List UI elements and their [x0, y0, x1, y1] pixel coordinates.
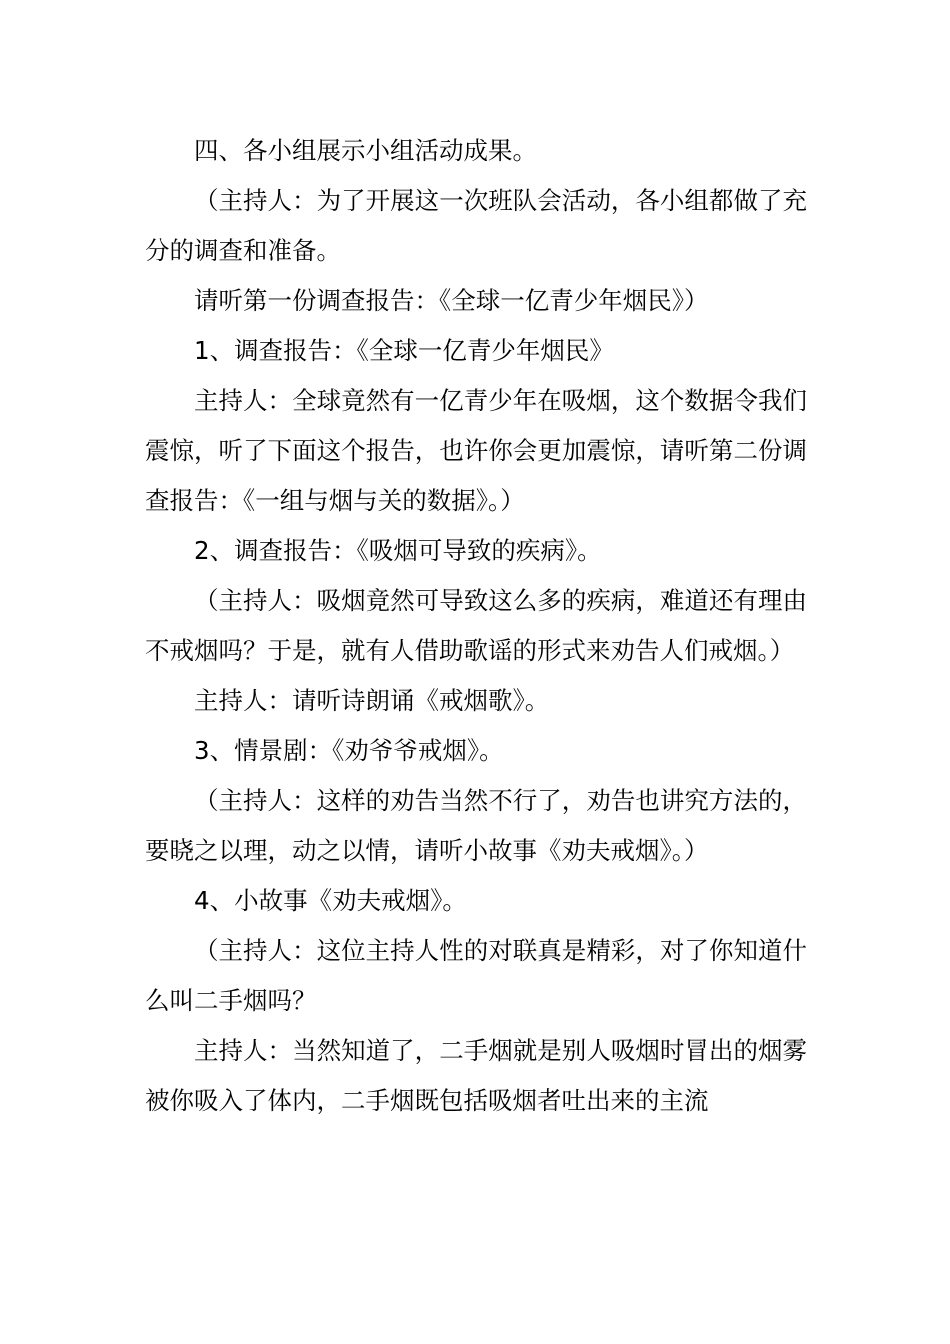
paragraph-host-comment-3: （主持人：这样的劝告当然不行了，劝告也讲究方法的，要晓之以理，动之以情，请听小故事《劝夫戒烟》。） [145, 786, 807, 865]
paragraph-host-comment-4: （主持人：这位主持人性的对联真是精彩，对了你知道什么叫二手烟吗？ [145, 936, 807, 1015]
paragraph-host-intro: （主持人：为了开展这一次班队会活动，各小组都做了充分的调查和准备。 [145, 186, 807, 265]
paragraph-item-3: 3、情景剧：《劝爷爷戒烟》。 [194, 736, 504, 765]
paragraph-host-poem: 主持人：请听诗朗诵《戒烟歌》。 [194, 686, 550, 715]
paragraph-first-report-intro: 请听第一份调查报告：《全球一亿青少年烟民》） [194, 286, 709, 315]
document-body [145, 126, 807, 1126]
paragraph-host-comment-1: 主持人：全球竟然有一亿青少年在吸烟，这个数据令我们震惊，听了下面这个报告，也许你会更加震惊，请听第二份调查报告：《一组与烟与关的数据》。） [145, 386, 807, 515]
paragraph-host-comment-2: （主持人：吸烟竟然可导致这么多的疾病，难道还有理由不戒烟吗？于是，就有人借助歌谣的形式来劝告人们戒烟。） [145, 586, 807, 665]
paragraph-item-2: 2、调查报告：《吸烟可导致的疾病》。 [194, 536, 602, 565]
paragraph-item-4: 4、小故事《劝夫戒烟》。 [194, 886, 467, 915]
paragraph-section-heading: 四、各小组展示小组活动成果。 [194, 136, 537, 165]
paragraph-host-second-hand-smoke: 主持人：当然知道了，二手烟就是别人吸烟时冒出的烟雾被你吸入了体内，二手烟既包括吸烟者吐出来的主流 [145, 1036, 807, 1115]
paragraph-item-1: 1、调查报告：《全球一亿青少年烟民》 [194, 336, 614, 365]
